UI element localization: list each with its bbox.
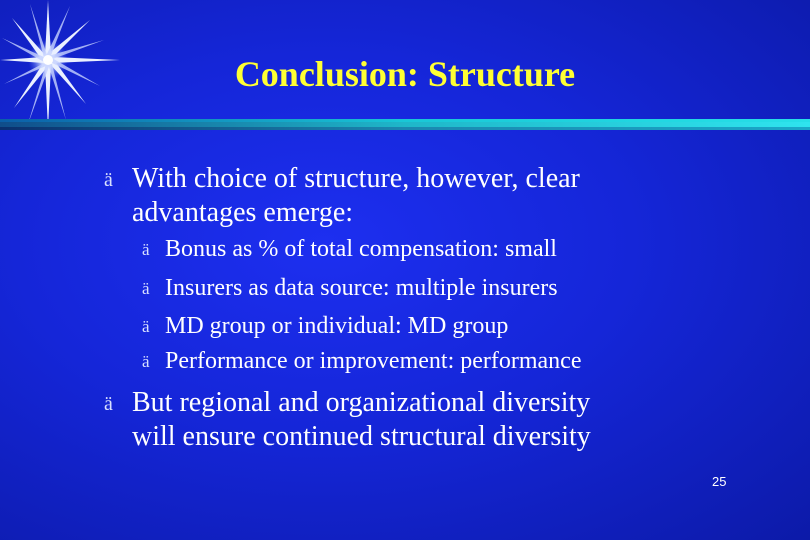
sub-bullet-text: Bonus as % of total compensation: small xyxy=(165,236,557,262)
sub-bullet-item xyxy=(142,347,582,375)
bullet-line: But regional and organizational diversity xyxy=(132,387,591,418)
slide-title: Conclusion: Structure xyxy=(234,54,576,94)
sub-bullet-text: MD group or individual: MD group xyxy=(165,313,509,339)
bullet-arrow-icon: ä xyxy=(142,352,150,371)
page-number: 25 xyxy=(712,474,727,489)
bullet-arrow-icon: ä xyxy=(104,169,113,191)
sub-bullet-text: Performance or improvement: performance xyxy=(165,348,582,374)
sub-bullet-item xyxy=(142,274,558,302)
title-divider xyxy=(0,119,810,131)
sub-bullet-item xyxy=(142,312,509,340)
bullet-item xyxy=(104,162,580,230)
bullet-item xyxy=(104,386,591,454)
bullet-arrow-icon: ä xyxy=(104,393,113,415)
bullet-arrow-icon: ä xyxy=(142,279,150,298)
sub-bullet-text: Insurers as data source: multiple insurers xyxy=(165,275,558,301)
bullet-line: advantages emerge: xyxy=(132,197,354,228)
sub-bullet-item xyxy=(142,235,557,263)
bullet-arrow-icon: ä xyxy=(142,240,150,259)
bullet-line: will ensure continued structural diversity xyxy=(132,421,591,452)
bullet-line: With choice of structure, however, clear xyxy=(132,163,580,194)
bullet-arrow-icon: ä xyxy=(142,317,150,336)
